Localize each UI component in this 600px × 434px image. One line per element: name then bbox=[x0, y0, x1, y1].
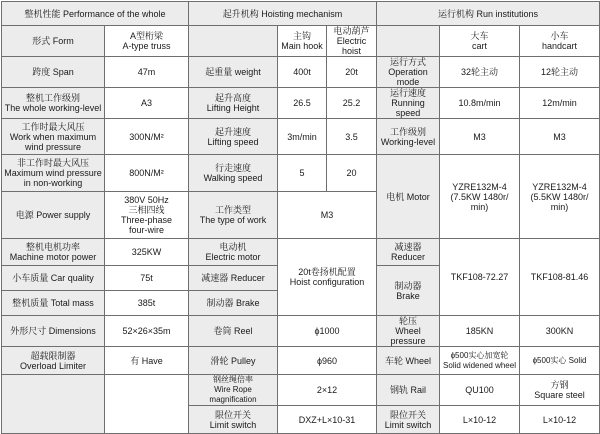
wind-nonwork-label: 非工作时最大风压 Maximum wind pressure in non-working bbox=[2, 155, 105, 192]
hoist-config-value: 20t卷扬机配置 Hoist configuration bbox=[278, 239, 377, 316]
rail-cart: QU100 bbox=[440, 375, 520, 406]
run-reducer-label: 减速器 Reducer bbox=[377, 239, 440, 266]
pulley-label: 滑轮 Pulley bbox=[189, 347, 278, 375]
reducer-cart: TKF108-72.27 bbox=[440, 239, 520, 316]
work-type-label: 工作类型 The type of work bbox=[189, 192, 278, 239]
overload-label: 超载限制器 Overload Limiter bbox=[2, 347, 105, 375]
lift-speed-hoist: 3.5 bbox=[327, 119, 377, 155]
power-label: 电源 Power supply bbox=[2, 192, 105, 239]
header-run: 运行机构 Run institutions bbox=[377, 2, 600, 26]
hoist-brake-label: 制动器 Brake bbox=[189, 291, 278, 316]
bottom-blank-value bbox=[105, 375, 189, 434]
handcart-header: 小车 handcart bbox=[520, 26, 600, 57]
overload-value: 有 Have bbox=[105, 347, 189, 375]
hoist-reducer-label: 减速器 Reducer bbox=[189, 266, 278, 291]
walk-speed-hoist: 20 bbox=[327, 155, 377, 192]
level-value: A3 bbox=[105, 88, 189, 119]
wind-nonwork-value: 800N/M² bbox=[105, 155, 189, 192]
wire-value: 2×12 bbox=[278, 375, 377, 406]
wind-work-label: 工作时最大风压 Work when maximum wind pressure bbox=[2, 119, 105, 155]
main-hook-header: 主钩 Main hook bbox=[278, 26, 327, 57]
rail-label: 钢轨 Rail bbox=[377, 375, 440, 406]
hoist-motor-label: 电动机 Electric motor bbox=[189, 239, 278, 266]
hoist-limit-label: 限位开关 Limit switch bbox=[189, 406, 278, 434]
total-mass-label: 整机质量 Total mass bbox=[2, 291, 105, 316]
height-label: 起升高度 Lifting Height bbox=[189, 88, 278, 119]
wheel-pressure-cart: 185KN bbox=[440, 316, 520, 347]
mode-label: 运行方式 Operation mode bbox=[377, 57, 440, 88]
run-speed-cart: 10.8m/min bbox=[440, 88, 520, 119]
bottom-blank-label bbox=[2, 375, 105, 434]
wheel-cart: ϕ500实心加宽轮 Solid widened wheel bbox=[440, 347, 520, 375]
lift-speed-main: 3m/min bbox=[278, 119, 327, 155]
lift-speed-label: 起升速度 Lifting speed bbox=[189, 119, 278, 155]
weight-main: 400t bbox=[278, 57, 327, 88]
form-label: 形式 Form bbox=[2, 26, 105, 57]
wheel-label: 车轮 Wheel bbox=[377, 347, 440, 375]
motor-cart: YZRE132M-4 (7.5KW 1480r/ min) bbox=[440, 155, 520, 239]
work-level-handcart: M3 bbox=[520, 119, 600, 155]
weight-label: 起重量 weight bbox=[189, 57, 278, 88]
weight-hoist: 20t bbox=[327, 57, 377, 88]
hoist-limit-value: DXZ+L×10-31 bbox=[278, 406, 377, 434]
walk-speed-label: 行走速度 Walking speed bbox=[189, 155, 278, 192]
run-limit-cart: L×10-12 bbox=[440, 406, 520, 434]
dimensions-label: 外形尺寸 Dimensions bbox=[2, 316, 105, 347]
car-quality-value: 75t bbox=[105, 266, 189, 291]
mode-cart: 32轮主动 bbox=[440, 57, 520, 88]
run-blank bbox=[377, 26, 440, 57]
motor-power-label: 整机电机功率 Machine motor power bbox=[2, 239, 105, 266]
walk-speed-main: 5 bbox=[278, 155, 327, 192]
run-brake-label: 制动器 Brake bbox=[377, 266, 440, 316]
work-level-label: 工作级别 Working-level bbox=[377, 119, 440, 155]
height-main: 26.5 bbox=[278, 88, 327, 119]
wheel-handcart: ϕ500实心 Solid bbox=[520, 347, 600, 375]
motor-label: 电机 Motor bbox=[377, 155, 440, 239]
level-label: 整机工作级别 The whole working-level bbox=[2, 88, 105, 119]
run-limit-handcart: L×10-12 bbox=[520, 406, 600, 434]
motor-power-value: 325KW bbox=[105, 239, 189, 266]
wheel-pressure-label: 轮压 Wheel pressure bbox=[377, 316, 440, 347]
header-hoisting: 起升机构 Hoisting mechanism bbox=[189, 2, 377, 26]
mode-handcart: 12轮主动 bbox=[520, 57, 600, 88]
dimensions-value: 52×26×35m bbox=[105, 316, 189, 347]
hoist-blank bbox=[189, 26, 278, 57]
cart-header: 大车 cart bbox=[440, 26, 520, 57]
header-performance: 整机性能 Performance of the whole bbox=[2, 2, 189, 26]
form-value: A型桁梁 A-type truss bbox=[105, 26, 189, 57]
spec-table bbox=[1, 1, 600, 434]
work-level-cart: M3 bbox=[440, 119, 520, 155]
wheel-pressure-handcart: 300KN bbox=[520, 316, 600, 347]
electric-hoist-header: 电动葫芦 Electric hoist bbox=[327, 26, 377, 57]
total-mass-value: 385t bbox=[105, 291, 189, 316]
wind-work-value: 300N/M² bbox=[105, 119, 189, 155]
run-limit-label: 限位开关 Limit switch bbox=[377, 406, 440, 434]
height-hoist: 25.2 bbox=[327, 88, 377, 119]
run-speed-handcart: 12m/min bbox=[520, 88, 600, 119]
wire-label: 钢丝绳倍率 Wire Rope magnification bbox=[189, 375, 278, 406]
work-type-value: M3 bbox=[278, 192, 377, 239]
run-speed-label: 运行速度 Running speed bbox=[377, 88, 440, 119]
power-value: 380V 50Hz 三相四线 Three-phase four-wire bbox=[105, 192, 189, 239]
car-quality-label: 小车质量 Car quality bbox=[2, 266, 105, 291]
motor-handcart: YZRE132M-4 (5.5KW 1480r/ min) bbox=[520, 155, 600, 239]
span-value: 47m bbox=[105, 57, 189, 88]
reducer-handcart: TKF108-81.46 bbox=[520, 239, 600, 316]
reel-value: ϕ1000 bbox=[278, 316, 377, 347]
reel-label: 卷筒 Reel bbox=[189, 316, 278, 347]
span-label: 跨度 Span bbox=[2, 57, 105, 88]
pulley-value: ϕ960 bbox=[278, 347, 377, 375]
rail-handcart: 方钢 Square steel bbox=[520, 375, 600, 406]
